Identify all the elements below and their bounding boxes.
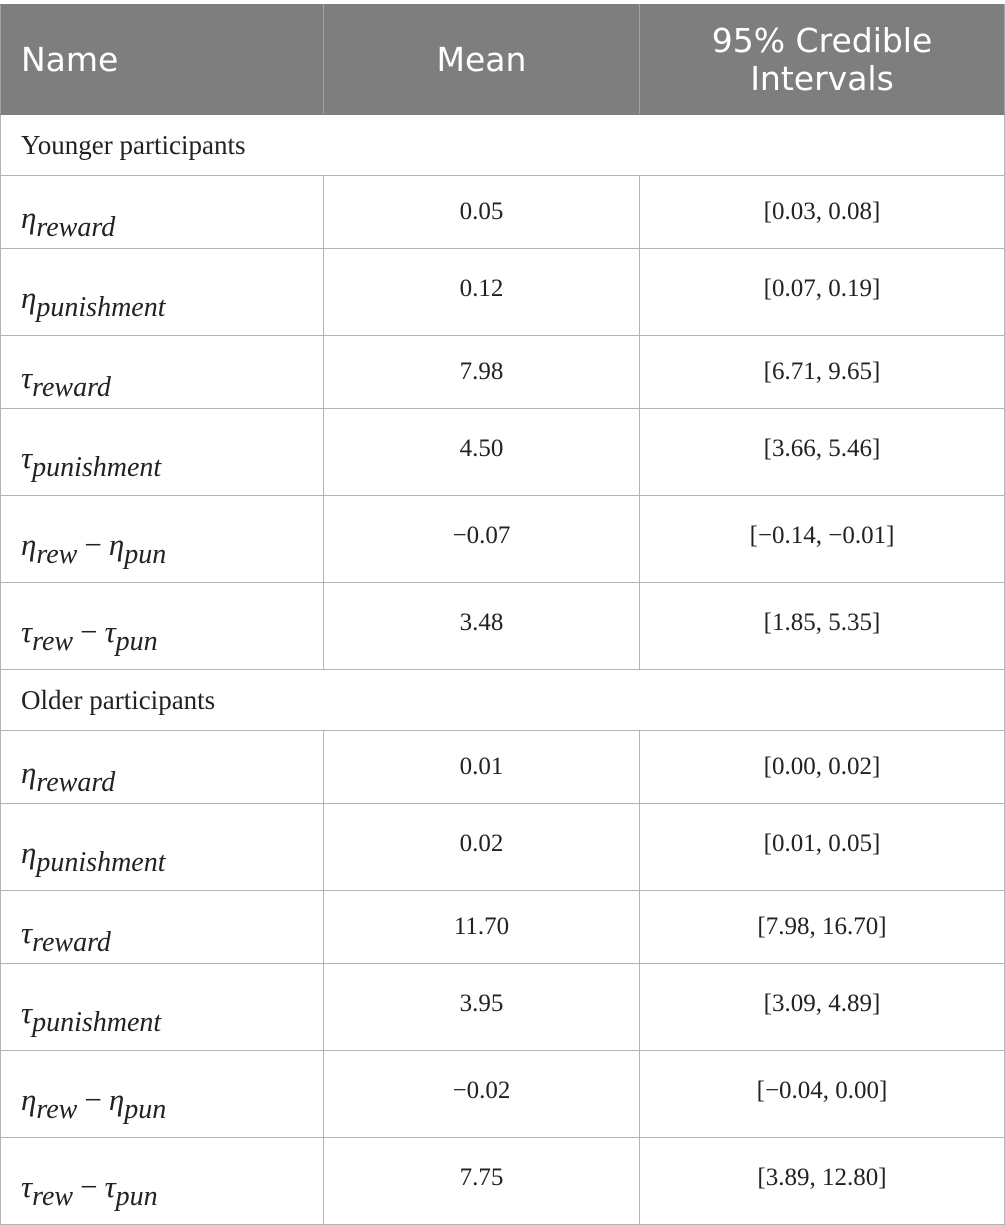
symbol: τ bbox=[21, 440, 33, 475]
mean-cell: 0.02 bbox=[324, 804, 640, 891]
subscript: pun bbox=[124, 539, 167, 570]
parameter-cell bbox=[1, 964, 324, 1051]
header-ci-line1: 95% Credible bbox=[711, 20, 933, 60]
mean-cell: 3.48 bbox=[324, 583, 640, 670]
parameter-symbol bbox=[21, 614, 158, 657]
parameter-cell bbox=[1, 804, 324, 891]
parameter-cell bbox=[1, 891, 324, 964]
table-header bbox=[1, 5, 1005, 115]
group-label: Older participants bbox=[1, 670, 1005, 731]
subscript: rew bbox=[32, 626, 74, 657]
symbol: η bbox=[21, 835, 37, 870]
subscript: reward bbox=[32, 372, 111, 403]
minus-operator: − bbox=[84, 527, 102, 562]
subscript: punishment bbox=[36, 847, 166, 878]
parameter-symbol bbox=[21, 755, 116, 798]
symbol: τ bbox=[21, 614, 33, 649]
symbol: τ bbox=[104, 1169, 116, 1204]
credible-interval-cell: [6.71, 9.65] bbox=[640, 336, 1005, 409]
table-row bbox=[1, 891, 1005, 964]
group-label: Younger participants bbox=[1, 115, 1005, 176]
parameter-symbol bbox=[21, 1082, 167, 1125]
table-row bbox=[1, 249, 1005, 336]
header-mean: Mean bbox=[324, 5, 640, 115]
subscript: rew bbox=[32, 1181, 74, 1212]
mean-cell: 3.95 bbox=[324, 964, 640, 1051]
symbol: τ bbox=[104, 614, 116, 649]
table-row bbox=[1, 176, 1005, 249]
credible-interval-cell: [7.98, 16.70] bbox=[640, 891, 1005, 964]
credible-interval-cell: [1.85, 5.35] bbox=[640, 583, 1005, 670]
mean-cell: −0.07 bbox=[324, 496, 640, 583]
table-row bbox=[1, 804, 1005, 891]
parameter-cell bbox=[1, 336, 324, 409]
subscript: pun bbox=[115, 1181, 158, 1212]
group-row bbox=[1, 670, 1005, 731]
parameter-table bbox=[0, 4, 1005, 1225]
parameter-cell bbox=[1, 583, 324, 670]
subscript: rew bbox=[36, 1094, 78, 1125]
credible-interval-cell: [0.03, 0.08] bbox=[640, 176, 1005, 249]
mean-cell: 7.75 bbox=[324, 1138, 640, 1225]
subscript: reward bbox=[36, 212, 116, 243]
table-body bbox=[1, 115, 1005, 1225]
table-row bbox=[1, 496, 1005, 583]
credible-interval-cell: [0.07, 0.19] bbox=[640, 249, 1005, 336]
table-row bbox=[1, 964, 1005, 1051]
symbol: η bbox=[21, 280, 37, 315]
table-row bbox=[1, 583, 1005, 670]
symbol: τ bbox=[21, 360, 33, 395]
symbol: η bbox=[108, 527, 125, 562]
subscript: reward bbox=[32, 927, 111, 958]
parameter-cell bbox=[1, 1138, 324, 1225]
parameter-symbol bbox=[21, 995, 162, 1038]
header-credible-intervals bbox=[640, 5, 1005, 115]
parameter-cell bbox=[1, 496, 324, 583]
subscript: punishment bbox=[32, 1007, 162, 1038]
mean-cell: 7.98 bbox=[324, 336, 640, 409]
symbol: τ bbox=[21, 995, 33, 1030]
table-row bbox=[1, 409, 1005, 496]
symbol: η bbox=[21, 1082, 37, 1117]
parameter-symbol bbox=[21, 280, 166, 323]
mean-cell: −0.02 bbox=[324, 1051, 640, 1138]
parameter-cell bbox=[1, 1051, 324, 1138]
mean-cell: 4.50 bbox=[324, 409, 640, 496]
subscript: punishment bbox=[36, 292, 166, 323]
subscript: reward bbox=[36, 767, 116, 798]
parameter-symbol bbox=[21, 835, 166, 878]
mean-cell: 0.12 bbox=[324, 249, 640, 336]
table-row bbox=[1, 336, 1005, 409]
table-row bbox=[1, 1138, 1005, 1225]
table-row bbox=[1, 1051, 1005, 1138]
parameter-cell bbox=[1, 249, 324, 336]
subscript: punishment bbox=[32, 452, 162, 483]
symbol: τ bbox=[21, 915, 33, 950]
credible-interval-cell: [0.00, 0.02] bbox=[640, 731, 1005, 804]
credible-interval-cell: [3.66, 5.46] bbox=[640, 409, 1005, 496]
symbol: η bbox=[108, 1082, 125, 1117]
symbol: τ bbox=[21, 1169, 33, 1204]
parameter-symbol bbox=[21, 200, 116, 243]
group-row bbox=[1, 115, 1005, 176]
parameter-symbol bbox=[21, 440, 162, 483]
subscript: rew bbox=[36, 539, 78, 570]
subscript: pun bbox=[115, 626, 158, 657]
credible-interval-cell: [0.01, 0.05] bbox=[640, 804, 1005, 891]
parameter-cell bbox=[1, 409, 324, 496]
parameter-symbol bbox=[21, 1169, 158, 1212]
parameter-symbol bbox=[21, 527, 167, 570]
credible-interval-cell: [−0.04, 0.00] bbox=[640, 1051, 1005, 1138]
credible-interval-cell: [3.09, 4.89] bbox=[640, 964, 1005, 1051]
parameter-cell bbox=[1, 731, 324, 804]
symbol: η bbox=[21, 200, 37, 235]
parameter-symbol bbox=[21, 360, 111, 403]
symbol: η bbox=[21, 755, 37, 790]
header-row bbox=[1, 5, 1005, 115]
credible-interval-cell: [3.89, 12.80] bbox=[640, 1138, 1005, 1225]
mean-cell: 11.70 bbox=[324, 891, 640, 964]
header-name: Name bbox=[1, 5, 324, 115]
header-ci-line2: Intervals bbox=[750, 58, 894, 98]
parameter-cell bbox=[1, 176, 324, 249]
parameter-symbol bbox=[21, 915, 111, 958]
symbol: η bbox=[21, 527, 37, 562]
table-row bbox=[1, 731, 1005, 804]
mean-cell: 0.01 bbox=[324, 731, 640, 804]
subscript: pun bbox=[124, 1094, 167, 1125]
credible-interval-cell: [−0.14, −0.01] bbox=[640, 496, 1005, 583]
minus-operator: − bbox=[84, 1082, 102, 1117]
mean-cell: 0.05 bbox=[324, 176, 640, 249]
minus-operator: − bbox=[80, 1169, 98, 1204]
minus-operator: − bbox=[80, 614, 98, 649]
